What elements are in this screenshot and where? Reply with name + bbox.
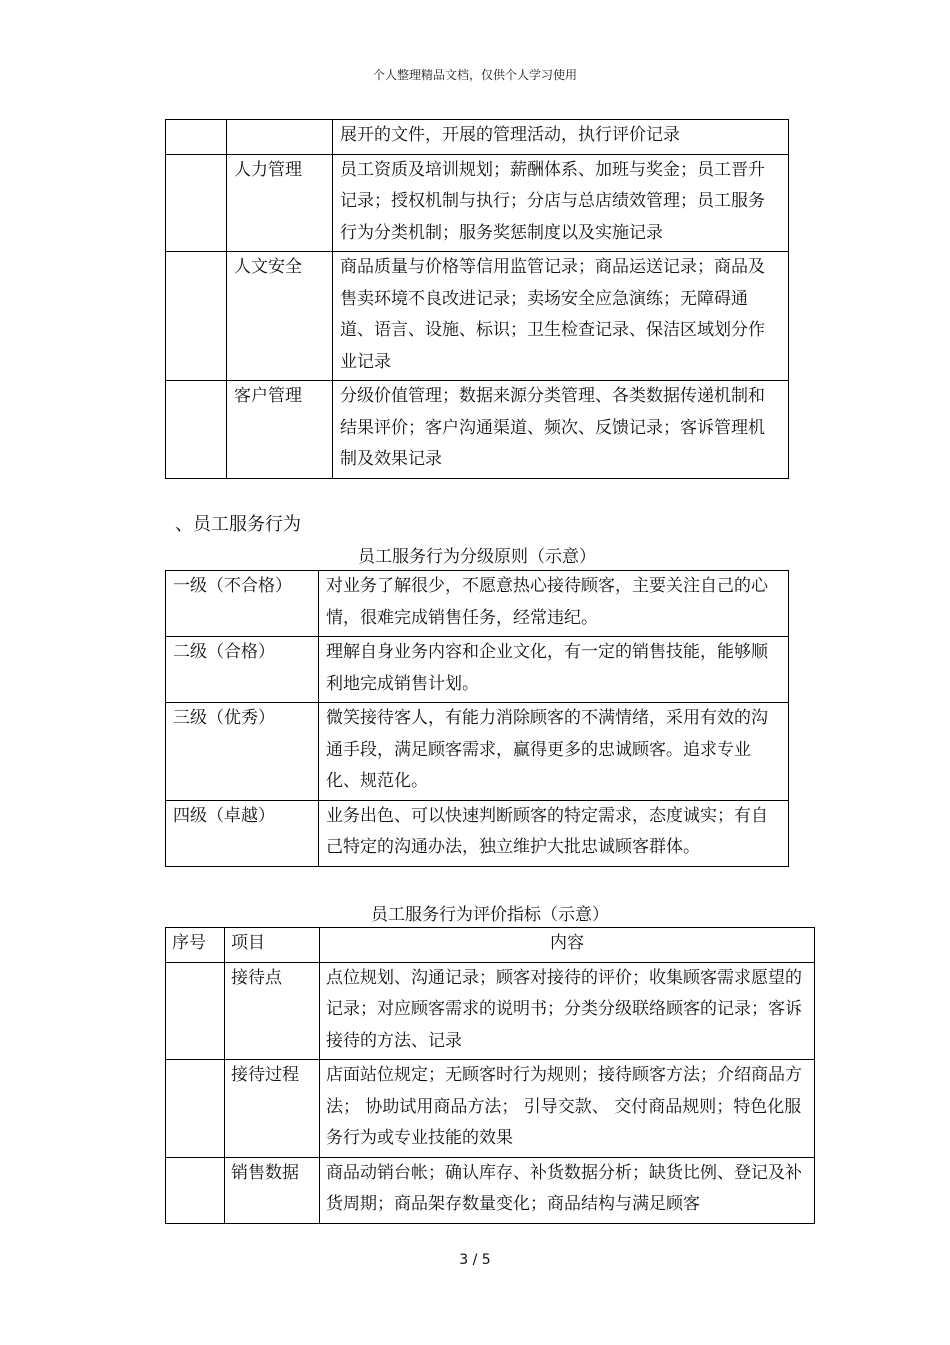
item-cell: 客户管理 <box>227 381 333 479</box>
description-cell: 理解自身业务内容和企业文化，有一定的销售技能，能够顺利地完成销售计划。 <box>319 637 789 703</box>
row-number-cell <box>166 154 227 252</box>
item-cell: 人力管理 <box>227 154 333 252</box>
item-cell: 销售数据 <box>225 1157 320 1223</box>
row-number-cell <box>166 1060 225 1158</box>
content-cell: 员工资质及培训规划；薪酬体系、加班与奖金；员工晋升记录；授权机制与执行；分店与总店绩效管理；员工服务行为分类机制；服务奖惩制度以及实施记录 <box>333 154 789 252</box>
table-row <box>166 154 789 252</box>
table-row <box>166 962 815 1060</box>
item-cell <box>227 120 333 155</box>
row-number-cell <box>166 252 227 381</box>
row-number-cell <box>166 962 225 1060</box>
page-header: 个人整理精品文档，仅供个人学习使用 <box>372 68 577 82</box>
header-item: 项目 <box>225 928 320 963</box>
table-row <box>166 800 789 866</box>
table-header-row <box>166 928 815 963</box>
item-cell: 人文安全 <box>227 252 333 381</box>
row-number-cell <box>166 381 227 479</box>
table-row <box>166 1060 815 1158</box>
content-cell: 商品动销台帐；确认库存、补货数据分析；缺货比例、登记及补货周期；商品架存数量变化；商品结构与满足顾客 <box>320 1157 815 1223</box>
table-row <box>166 703 789 801</box>
level-cell: 一级（不合格） <box>166 571 319 637</box>
level-cell: 二级（合格） <box>166 637 319 703</box>
level-cell: 四级（卓越） <box>166 800 319 866</box>
service-level-table <box>165 570 789 867</box>
management-records-table <box>165 119 789 479</box>
table-row <box>166 120 789 155</box>
content-cell: 店面站位规定；无顾客时行为规则；接待顾客方法；介绍商品方法； 协助试用商品方法； 引导交款、 交付商品规则；特色化服务行为或专业技能的效果 <box>320 1060 815 1158</box>
table-caption: 员工服务行为评价指标（示意） <box>371 905 609 925</box>
page-number: 3 / 5 <box>459 1252 491 1268</box>
description-cell: 对业务了解很少，不愿意热心接待顾客，主要关注自己的心情，很难完成销售任务，经常违纪。 <box>319 571 789 637</box>
section-title: 、员工服务行为 <box>175 514 301 535</box>
table-row <box>166 571 789 637</box>
item-cell: 接待过程 <box>225 1060 320 1158</box>
content-cell: 分级价值管理；数据来源分类管理、各类数据传递机制和结果评价；客户沟通渠道、频次、反馈记录；客诉管理机制及效果记录 <box>333 381 789 479</box>
header-content: 内容 <box>320 928 815 963</box>
content-cell: 点位规划、沟通记录；顾客对接待的评价；收集顾客需求愿望的记录；对应顾客需求的说明书；分类分级联络顾客的记录；客诉接待的方法、记录 <box>320 962 815 1060</box>
row-number-cell <box>166 1157 225 1223</box>
table-caption: 员工服务行为分级原则（示意） <box>358 547 596 567</box>
table-row <box>166 1157 815 1223</box>
header-no: 序号 <box>166 928 225 963</box>
content-cell: 展开的文件，开展的管理活动，执行评价记录 <box>333 120 789 155</box>
content-cell: 商品质量与价格等信用监管记录；商品运送记录；商品及售卖环境不良改进记录；卖场安全应急演练；无障碍通道、语言、设施、标识；卫生检查记录、保洁区域划分作业记录 <box>333 252 789 381</box>
level-cell: 三级（优秀） <box>166 703 319 801</box>
row-number-cell <box>166 120 227 155</box>
description-cell: 微笑接待客人，有能力消除顾客的不满情绪，采用有效的沟通手段，满足顾客需求，赢得更多的忠诚顾客。追求专业化、规范化。 <box>319 703 789 801</box>
service-evaluation-table <box>165 927 815 1224</box>
table-row <box>166 252 789 381</box>
description-cell: 业务出色、可以快速判断顾客的特定需求，态度诚实；有自己特定的沟通办法，独立维护大批忠诚顾客群体。 <box>319 800 789 866</box>
item-cell: 接待点 <box>225 962 320 1060</box>
table-row <box>166 637 789 703</box>
table-row <box>166 381 789 479</box>
